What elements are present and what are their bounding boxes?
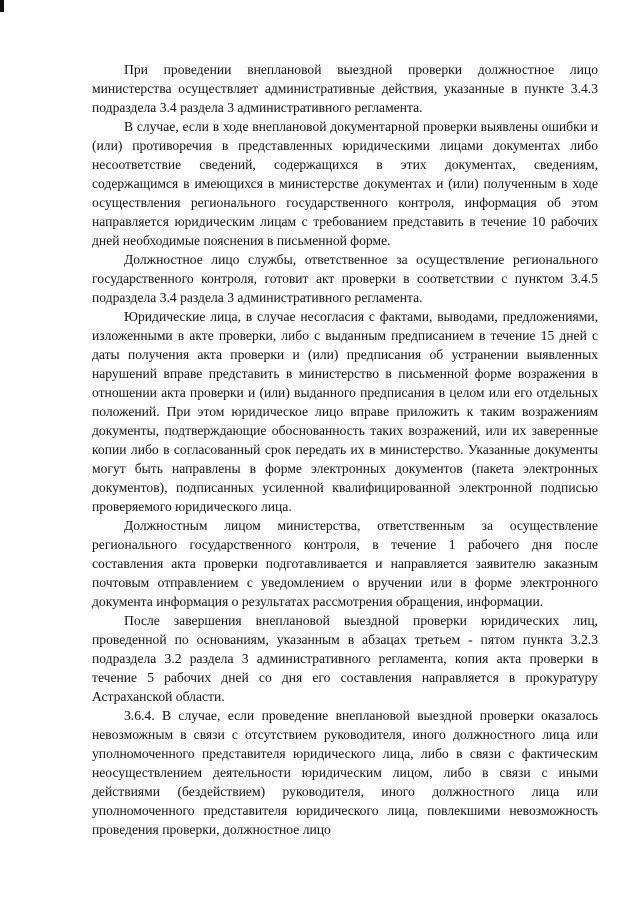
paragraph-notification: Должностным лицом министерства, ответственным за осуществление регионального государственного контроля, в течение 1 рабочего дня после составления акта проверки подготавливается и направляется заявителю заказным почтовым отправлением с уведомлением о вручении или в форме электронного документа информация о результатах рассмотрения обращения, информации. (92, 518, 598, 609)
paragraph-objections: Юридические лица, в случае несогласия с фактами, выводами, предложениями, изложенными в акте проверки, либо с выданным предписанием в течение 15 дней с даты получения акта проверки и (или) предписания об устранении выявленных нарушений вправе представить в министерство в письменной форме возражения в отношении акта проверки и (или) выданного предписания в целом или его отдельных положений. При этом юридическое лицо вправе приложить к таким возражениям документы, подтверждающие обоснованность таких возражений, или их заверенные копии либо в согласованный срок передать их в министерство. Указанные документы могут быть направлены в форме электронных документов (пакета электронных документов), подписанных усиленной квалифицированной электронной подписью проверяемого юридического лица. (92, 309, 598, 514)
paragraph-inspection-actions: При проведении внеплановой выездной проверки должностное лицо министерства осуществляет административные действия, указанные в пункте 3.4.3 подраздела 3.4 раздела 3 административного регламента. (92, 62, 598, 115)
paragraph-prosecutor-copy: После завершения внеплановой выездной проверки юридических лиц, проведенной по основаниям, указанным в абзацах третьем - пятом пункта 3.2.3 подраздела 3.2 раздела 3 административного регламента, копия акта проверки в течение 5 рабочих дней со дня его составления направляется в прокуратуру Астраханской области. (92, 613, 598, 704)
paragraph-inspection-act: Должностное лицо службы, ответственное за осуществление регионального государственного контроля, готовит акт проверки в соответствии с пунктом 3.4.5 подраздела 3.4 раздела 3 административного регламента. (92, 252, 598, 305)
document-body (92, 60, 598, 839)
paragraph-errors-found: В случае, если в ходе внеплановой документарной проверки выявлены ошибки и (или) противоречия в представленных юридическими лицами документах либо несоответствие сведений, содержащихся в этих документах, сведениям, содержащимся в имеющихся в министерстве документах и (или) полученным в ходе осуществления регионального государственного контроля, информация об этом направляется юридическим лицам с требованием представить в течение 10 рабочих дней необходимые пояснения в письменной форме. (92, 119, 598, 248)
paragraph-3-6-4: 3.6.4. В случае, если проведение внеплановой выездной проверки оказалось невозможным в связи с отсутствием руководителя, иного должностного лица или уполномоченного представителя юридического лица, либо в связи с фактическим неосуществлением деятельности юридическим лицом, либо в связи с иными действиями (бездействием) руководителя, иного должностного лица или уполномоченного представителя юридического лица, повлекшими невозможность проведения проверки, должностное лицо (92, 708, 598, 837)
scan-corner-mark (0, 0, 4, 12)
